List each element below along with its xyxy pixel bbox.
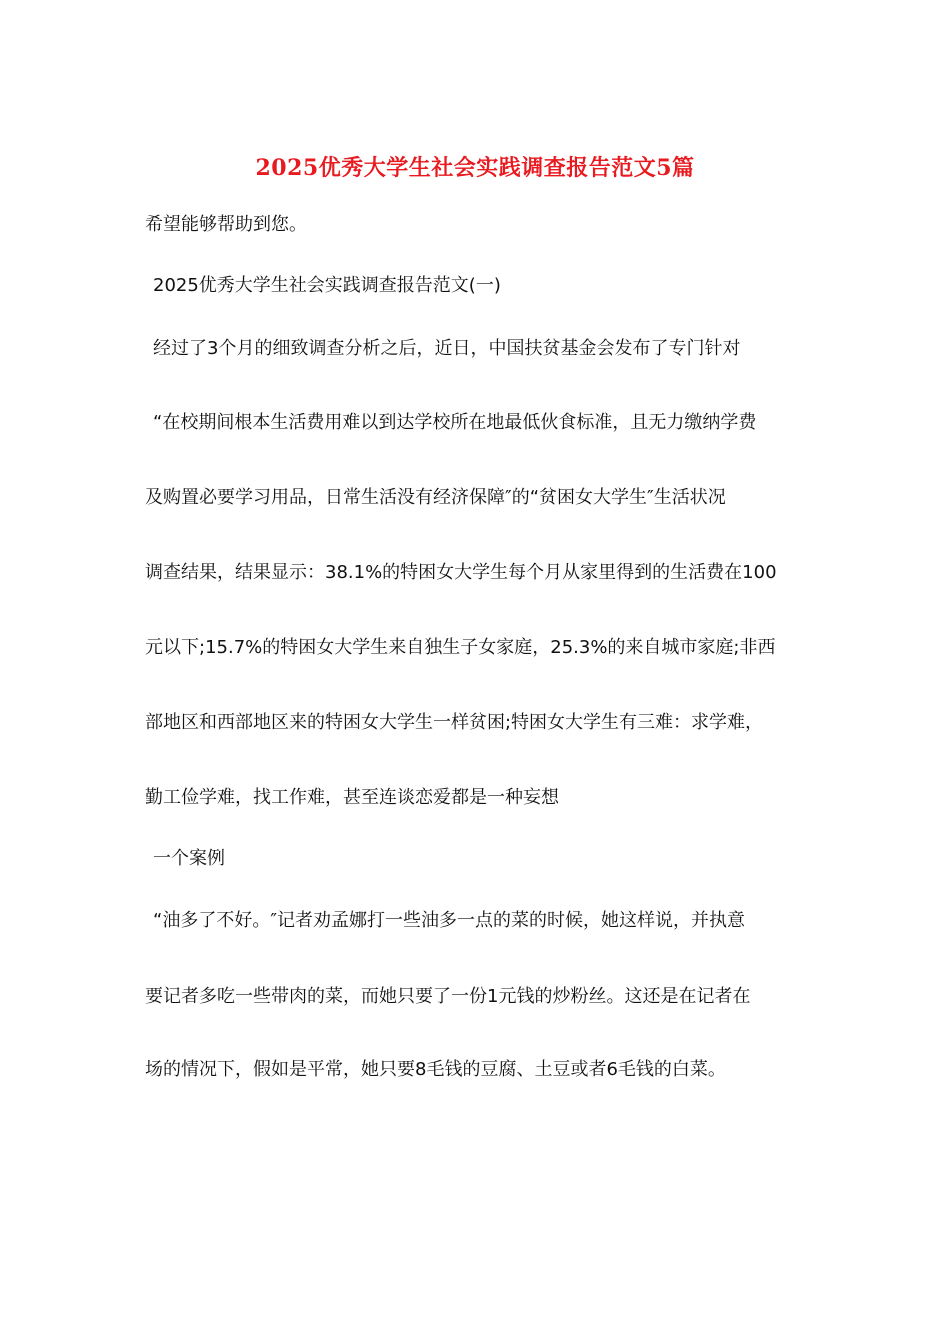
- paragraph-line: 经过了3个月的细致调查分析之后，近日，中国扶贫基金会发布了专门针对: [153, 338, 741, 359]
- paragraph-line: “油多了不好。″记者劝孟娜打一些油多一点的菜的时候，她这样说，并执意: [153, 910, 746, 931]
- section-heading: 2025优秀大学生社会实践调查报告范文(一): [153, 275, 501, 296]
- paragraph-line: “在校期间根本生活费用难以到达学校所在地最低伙食标准，且无力缴纳学费: [153, 412, 757, 433]
- paragraph-line: 希望能够帮助到您。: [145, 214, 307, 235]
- section-heading: 一个案例: [153, 848, 225, 869]
- paragraph-line: 要记者多吃一些带肉的菜，而她只要了一份1元钱的炒粉丝。这还是在记者在: [145, 986, 751, 1007]
- paragraph-line: 元以下;15.7%的特困女大学生来自独生子女家庭，25.3%的来自城市家庭;非西: [145, 637, 776, 658]
- paragraph-line: 调查结果，结果显示：38.1%的特困女大学生每个月从家里得到的生活费在100: [145, 562, 777, 583]
- paragraph-line: 部地区和西部地区来的特困女大学生一样贫困;特困女大学生有三难：求学难，: [145, 712, 764, 733]
- paragraph-line: 勤工俭学难，找工作难，甚至连谈恋爱都是一种妄想: [145, 787, 559, 808]
- paragraph-line: 及购置必要学习用品，日常生活没有经济保障″的“贫困女大学生″生活状况: [145, 487, 726, 508]
- paragraph-line: 场的情况下，假如是平常，她只要8毛钱的豆腐、土豆或者6毛钱的白菜。: [145, 1059, 726, 1080]
- document-title: 2025优秀大学生社会实践调查报告范文5篇: [255, 155, 695, 181]
